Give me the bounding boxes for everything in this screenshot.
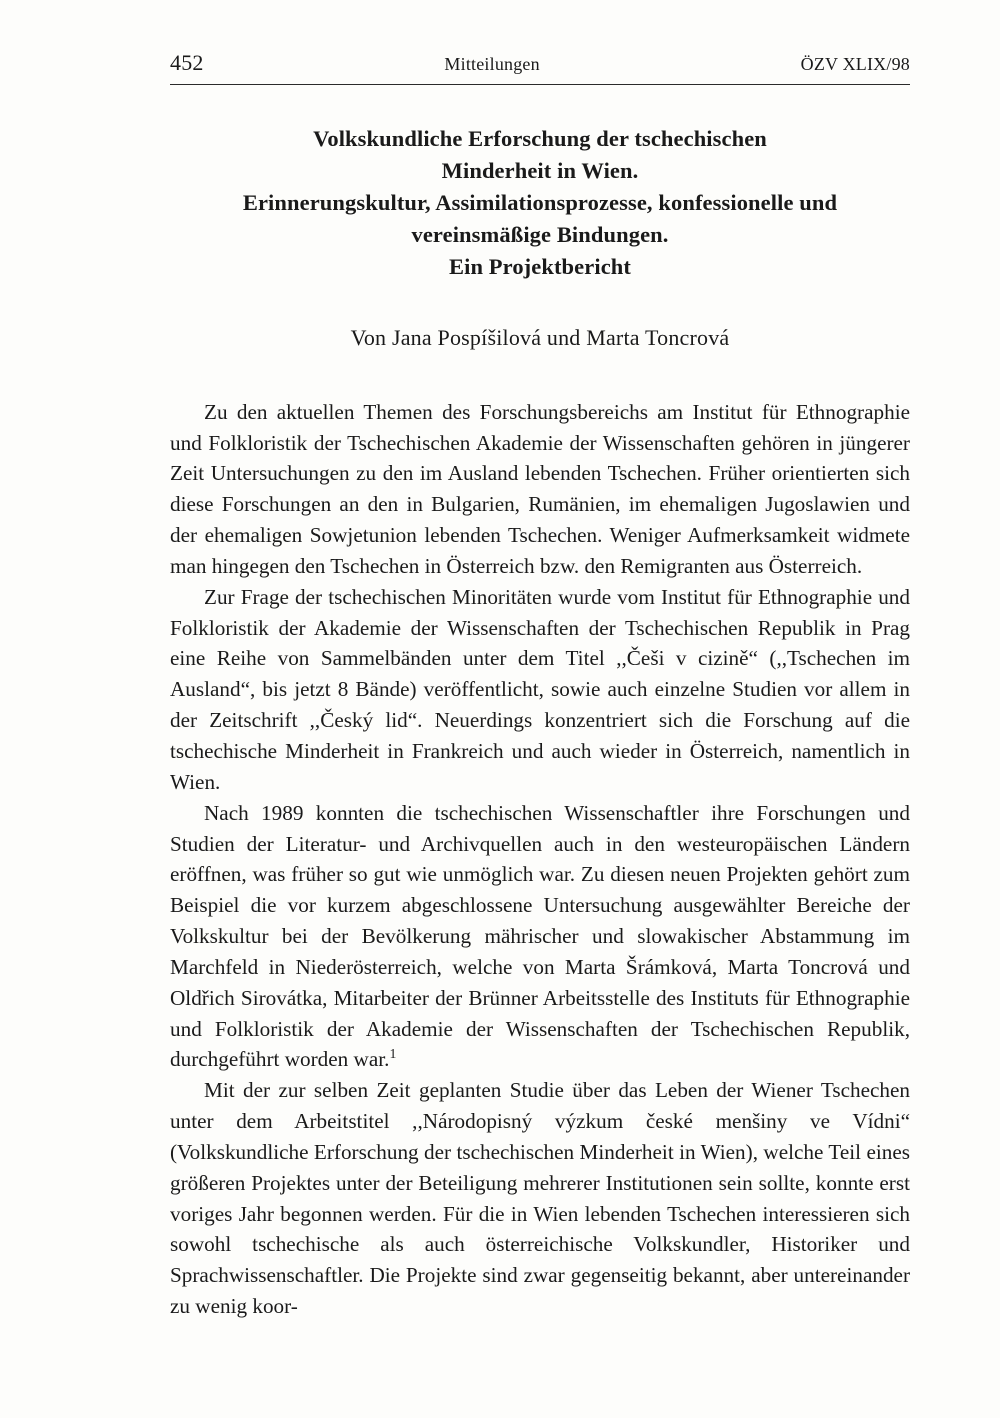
article-body xyxy=(170,397,910,1322)
page-content xyxy=(170,50,910,1322)
header-rule xyxy=(170,84,910,85)
title-line-2: Minderheit in Wien. xyxy=(441,157,639,183)
running-head-center: Mitteilungen xyxy=(444,54,540,74)
paragraph: Zu den aktuellen Themen des Forschungsbereichs am Institut für Ethnographie und Folkloristik der Tschechischen Akademie der Wissenschaften gehören in jüngerer Zeit Untersuchungen zu den im Ausland lebenden Tschechen. Früher orientierten sich diese Forschungen an den in Bulgarien, Rumänien, im ehemaligen Jugoslawien und der ehemaligen Sowjetunion lebenden Tschechen. Weniger Aufmerksamkeit widmete man hingegen den Tschechen in Österreich bzw. den Remigranten aus Österreich. xyxy=(170,399,910,578)
paragraph-text: Nach 1989 konnten die tschechischen Wissenschaftler ihre Forschungen und Studien der Literatur- und Archivquellen auch in den westeuropäischen Ländern eröffnen, was früher so gut wie unmöglich war. Zu diesen neuen Projekten gehört zum Beispiel die vor kurzem abgeschlossene Untersuchung ausgewählter Bereiche der Volkskultur bei der Bevölkerung mährischer und slowakischer Abstammung im Marchfeld in Niederösterreich, welche von Marta Šrámková, Marta Toncrová und Oldřich Sirovátka, Mitarbeiter der Brünner Arbeitsstelle des Instituts für Ethnographie und Folkloristik der Akademie der Wissenschaften der Tschechischen Republik, durchgeführt worden war. xyxy=(170,800,910,1072)
paragraph: Mit der zur selben Zeit geplanten Studie über das Leben der Wiener Tschechen unter dem Arbeitstitel ,,Národopisný výzkum české menšiny ve Vídni“ (Volkskundliche Erforschung der tschechischen Minderheit in Wien), welche Teil eines größeren Projektes unter der Beteiligung mehrerer Institutionen sein sollte, konnte erst voriges Jahr begonnen werden. Für die in Wien lebenden Tschechen interessieren sich sowohl tschechische als auch österreichische Volkskundler, Historiker und Sprachwissenschaftler. Die Projekte sind zwar gegenseitig bekannt, aber untereinander zu wenig koor- xyxy=(170,1078,910,1319)
author-byline: Von Jana Pospíšilová und Marta Toncrová xyxy=(350,324,730,350)
title-line-3: Erinnerungskultur, Assimilationsprozesse, konfessionelle und xyxy=(242,189,838,215)
title-line-5: Ein Projektbericht xyxy=(449,253,631,279)
paragraph: Zur Frage der tschechischen Minoritäten wurde vom Institut für Ethnographie und Folkloristik der Akademie der Wissenschaften der Tschechischen Republik in Prag eine Reihe von Sammelbänden unter dem Titel ,,Češi v cizině“ (,,Tschechen im Ausland“, bis jetzt 8 Bände) veröffentlicht, sowie auch einzelne Studien vor allem in der Zeitschrift ,,Český lid“. Neuerdings konzentriert sich die Forschung auf die tschechische Minderheit in Frankreich und auch wieder in Österreich, namentlich in Wien. xyxy=(170,584,910,794)
title-line-1: Volkskundliche Erforschung der tschechischen xyxy=(313,126,767,151)
journal-issue: ÖZV XLIX/98 xyxy=(800,54,910,74)
footnote-marker: 1 xyxy=(389,1046,397,1062)
running-head xyxy=(170,50,910,76)
page-number: 452 xyxy=(170,50,204,75)
title-line-4: vereinsmäßige Bindungen. xyxy=(411,221,669,247)
paragraph-with-footnote xyxy=(170,798,910,1076)
article-title xyxy=(170,123,910,283)
